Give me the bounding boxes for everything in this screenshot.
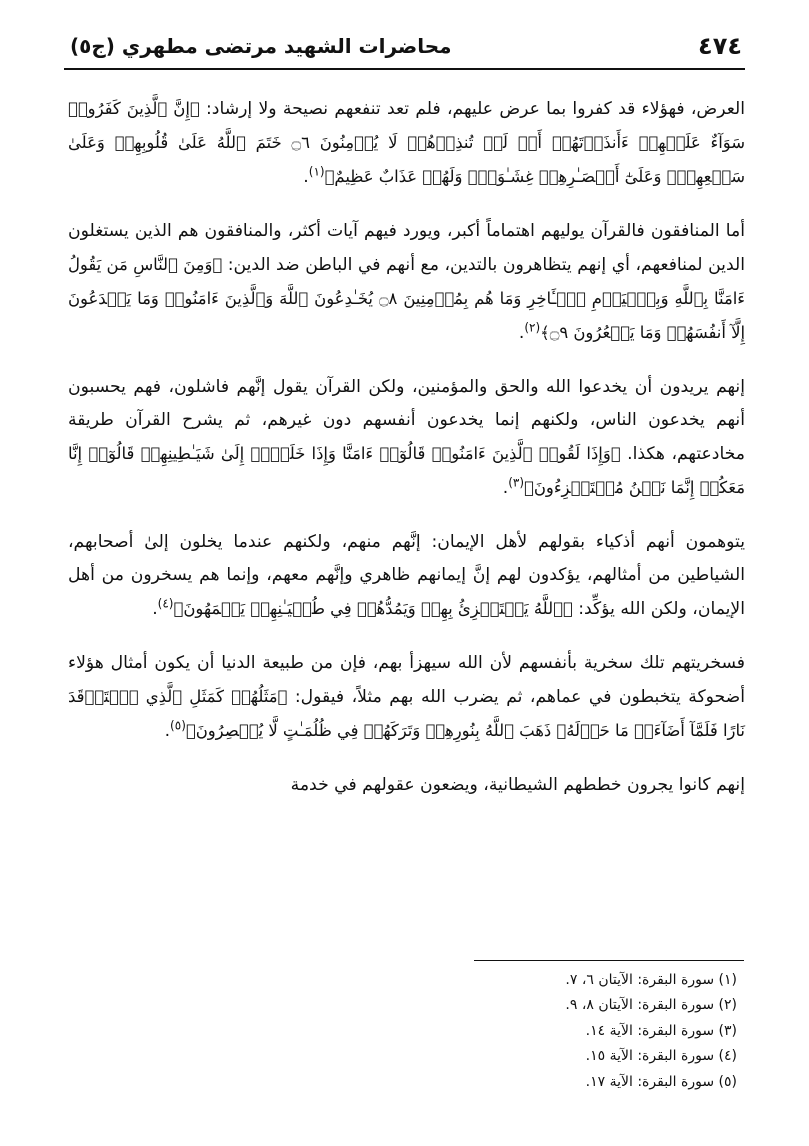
page-header bbox=[70, 28, 742, 64]
footnote: (٣) سورة البقرة: الآية ١٤. bbox=[585, 1022, 737, 1039]
quran-verse: ﴿وَمِنَ ٱلنَّاسِ مَن يَقُولُ ءَامَنَّا بِٱللَّهِ وَبِٱلۡيَوۡمِ ٱلۡـَٔاخِرِ وَمَا هُم بِمُؤۡمِنِينَ ۝٨ يُخَـٰدِعُونَ ٱللَّهَ وَٱلَّذِينَ ءَامَنُوا۟ وَمَا يَخۡدَعُونَ إِلَّآ أَنفُسَهُمۡ وَمَا يَشۡعُرُونَ ۝٩﴾ bbox=[68, 255, 745, 342]
footnote-ref: (٥) bbox=[170, 718, 186, 733]
paragraph-end: . bbox=[164, 721, 171, 741]
running-title: محاضرات الشهيد مرتضى مطهري (ج٥) bbox=[70, 34, 452, 58]
quran-verse: ﴿ٱللَّهُ يَسۡتَهۡزِئُ بِهِمۡ وَيَمُدُّهُمۡ فِي طُغۡيَـٰنِهِمۡ يَعۡمَهُونَ﴾ bbox=[173, 599, 573, 618]
paragraph-end: . bbox=[303, 167, 309, 187]
footnote-ref: (٤) bbox=[157, 596, 174, 611]
footnote-ref: (٣) bbox=[508, 475, 525, 490]
quran-verse: ﴿إِنَّ ٱلَّذِينَ كَفَرُوا۟ سَوَآءٌ عَلَيۡهِمۡ ءَأَنذَرۡتَهُمۡ أَمۡ لَمۡ تُنذِرۡهُمۡ لَا يُؤۡمِنُونَ ۝٦ خَتَمَ ٱللَّهُ عَلَىٰ قُلُوبِهِمۡ وَعَلَىٰ سَمۡعِهِمۡۖ وَعَلَىٰٓ أَبۡصَـٰرِهِمۡ غِشَـٰوَةٌۖ وَلَهُمۡ عَذَابٌ عَظِيمٌ﴾ bbox=[68, 99, 746, 186]
quran-verse: ﴿وَإِذَا لَقُوا۟ ٱلَّذِينَ ءَامَنُوا۟ قَالُوٓا۟ ءَامَنَّا وَإِذَا خَلَوۡا۟ إِلَىٰ شَيَـٰطِينِهِمۡ قَالُوٓا۟ إِنَّا مَعَكُمۡ إِنَّمَا نَحۡنُ مُسۡتَهۡزِءُونَ﴾ bbox=[68, 444, 745, 497]
footnotes bbox=[317, 968, 737, 1095]
paragraph-6 bbox=[68, 769, 745, 802]
quran-verse: ﴿مَثَلُهُمۡ كَمَثَلِ ٱلَّذِي ٱسۡتَوۡقَدَ نَارًا فَلَمَّآ أَضَآءَتۡ مَا حَوۡلَهُۥ ذَهَبَ ٱللَّهُ بِنُورِهِمۡ وَتَرَكَهُمۡ فِي ظُلُمَـٰتٍ لَّا يُبۡصِرُونَ﴾ bbox=[68, 687, 745, 740]
paragraph-4 bbox=[68, 526, 745, 626]
paragraph-text: إنهم كانوا يجرون خططهم الشيطانية، ويضعون عقولهم في خدمة bbox=[290, 775, 745, 795]
paragraph-text: فسخريتهم تلك سخرية بأنفسهم لأن الله سيهزأ بهم، فإن من طبيعة الدنيا أن يكون أمثال هؤلاء أضحوكة يتخبطون في عماهم، ثم يضرب الله بهم مثلاً، فيقول: bbox=[68, 653, 745, 707]
paragraph-text: العرض، فهؤلاء قد كفروا بما عرض عليهم، فلم تعد تنفعهم نصيحة ولا إرشاد: bbox=[199, 99, 745, 119]
paragraph-end: . bbox=[518, 323, 525, 343]
paragraph-1 bbox=[68, 92, 745, 194]
footnote-ref: (١) bbox=[308, 164, 325, 179]
header-divider bbox=[64, 68, 745, 70]
footnote-divider bbox=[474, 960, 744, 961]
footnote: (٢) سورة البقرة: الآيتان ٨، ٩. bbox=[565, 997, 737, 1014]
footnote: (٤) سورة البقرة: الآية ١٥. bbox=[585, 1048, 737, 1065]
paragraph-text: يتوهمون أنهم أذكياء بقولهم لأهل الإيمان: إنَّهم منهم، ولكنهم عندما يخلون إلىٰ أصحابهم، الشياطين من أمثالهم، يؤكدون لهم إنَّ إيمانهم ظاهري وإنَّهم معهم، وإنما هم يسخرون من أهل الإيمان، ولكن الله يؤكِّد: bbox=[68, 532, 745, 619]
paragraph-3 bbox=[68, 371, 745, 505]
paragraph-2 bbox=[68, 215, 745, 350]
paragraph-text: إنهم يريدون أن يخدعوا الله والحق والمؤمنين، ولكن القرآن يقول إنَّهم فاشلون، فهم يحسبون أنهم يخدعون الناس، ولكنهم إنما يخدعون أنفسهم دون غيرهم، ثم يشرح القرآن طريقة مخادعتهم، هكذا. bbox=[68, 377, 745, 464]
paragraph-end: . bbox=[152, 599, 158, 619]
footnote: (٥) سورة البقرة: الآية ١٧. bbox=[585, 1073, 737, 1090]
footnote: (١) سورة البقرة: الآيتان ٦، ٧. bbox=[565, 972, 737, 988]
footnote-ref: (٢) bbox=[524, 320, 541, 335]
page-number: ٤٧٤ bbox=[698, 32, 742, 60]
paragraph-5 bbox=[68, 647, 745, 748]
paragraph-end: . bbox=[502, 478, 509, 498]
paragraph-text: أما المنافقون فالقرآن يوليهم اهتماماً أكبر، ويورد فيهم آيات أكثر، والمنافقون هم الذين يستغلون الدين لمنافعهم، أي إنهم يتظاهرون بالتدين، مع أنهم في الباطن ضد الدين: bbox=[68, 221, 745, 275]
main-text bbox=[68, 92, 745, 823]
